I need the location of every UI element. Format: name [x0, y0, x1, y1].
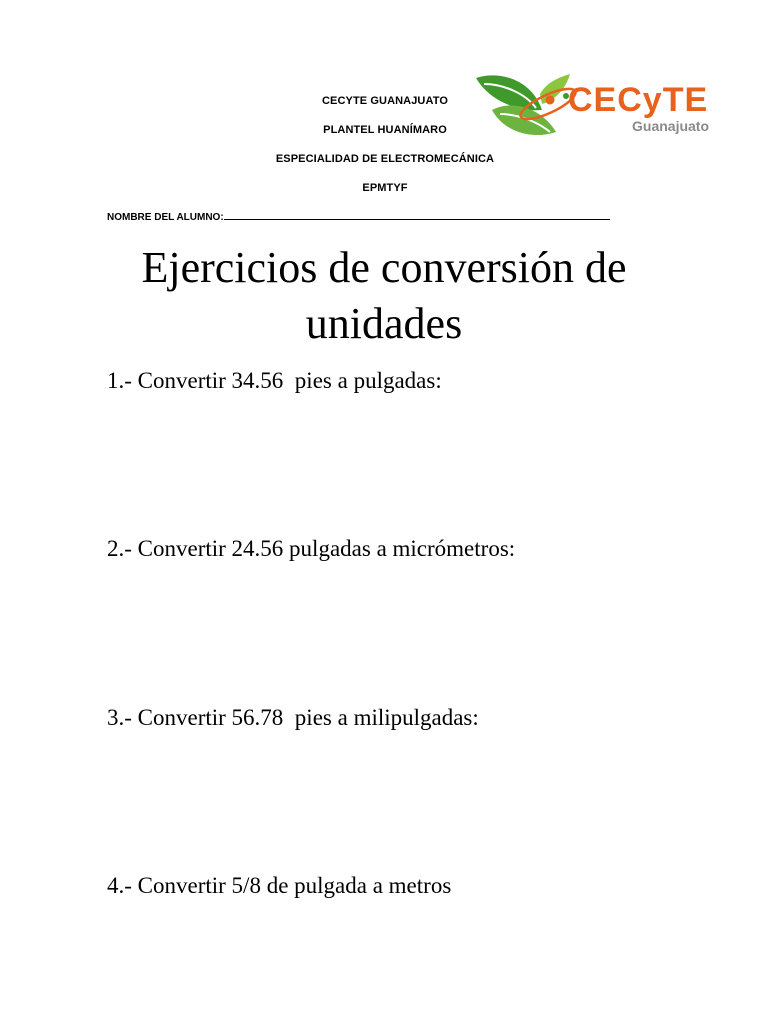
- student-name-label: NOMBRE DEL ALUMNO:: [107, 212, 224, 223]
- header-campus: PLANTEL HUANÍMARO: [323, 124, 447, 136]
- student-name-blank-line: [224, 209, 610, 220]
- exercise-3: 3.- Convertir 56.78 pies a milipulgadas:: [107, 705, 479, 730]
- header-specialty: ESPECIALIDAD DE ELECTROMECÁNICA: [275, 153, 495, 165]
- title-line-1: Ejercicios de conversión de: [141, 243, 627, 292]
- cecyte-logo: [470, 70, 710, 148]
- worksheet-title: [80, 240, 688, 352]
- exercise-4: 4.- Convertir 5/8 de pulgada a metros: [107, 873, 452, 898]
- exercise-1: 1.- Convertir 34.56 pies a pulgadas:: [107, 368, 442, 393]
- student-name-row: [107, 209, 610, 225]
- exercise-2: 2.- Convertir 24.56 pulgadas a micrómetros:: [107, 536, 516, 561]
- title-line-2: unidades: [305, 299, 463, 348]
- header-subject: EPMTYF: [362, 182, 408, 194]
- header-school-name: CECYTE GUANAJUATO: [322, 95, 448, 107]
- logo-text-sub: Guanajuato: [632, 118, 710, 134]
- logo-text-main: CECyTE: [568, 81, 709, 119]
